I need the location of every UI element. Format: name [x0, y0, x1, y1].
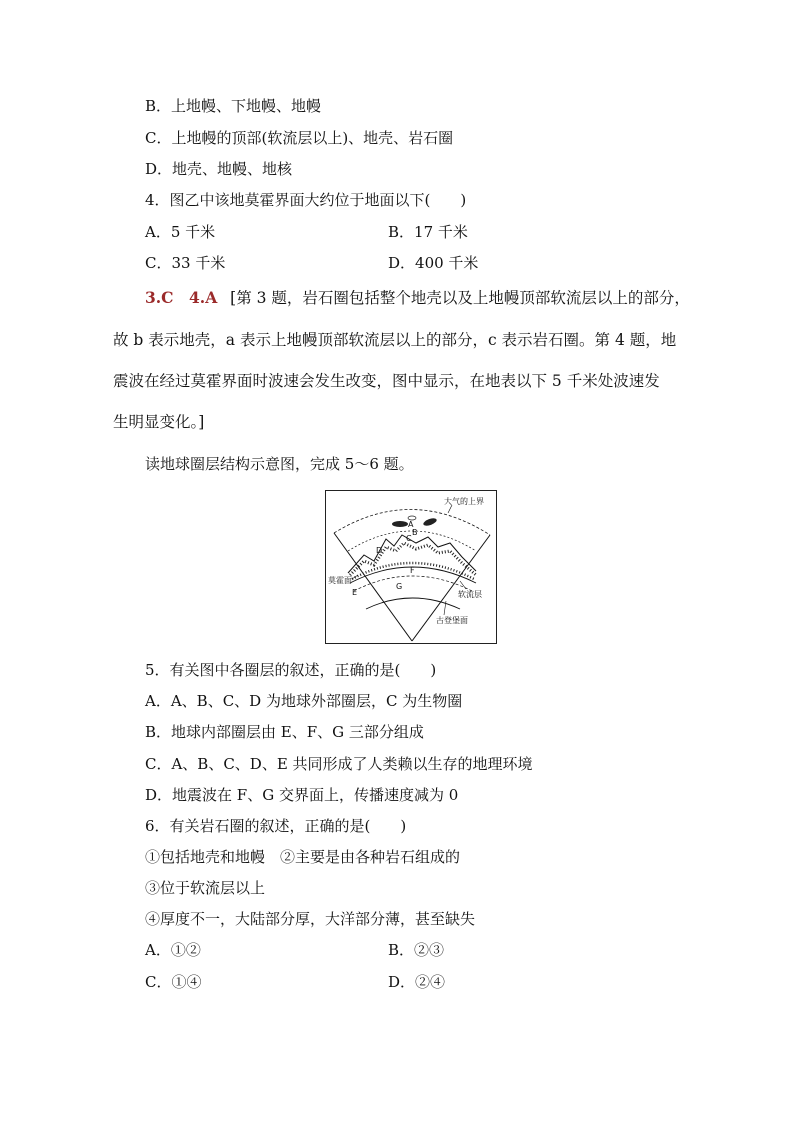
label-A: A	[408, 520, 414, 529]
leader-line	[448, 505, 452, 513]
answer-key: 3.C 4.A	[145, 288, 218, 307]
q4-option-a: A．5 千米	[145, 223, 216, 241]
label-D: D	[376, 546, 383, 555]
answer-block-1	[145, 288, 690, 308]
sector-right-edge	[412, 535, 490, 641]
q6-stem: 6．有关岩石圈的叙述，正确的是( )	[145, 817, 407, 835]
explanation-line-1: [第 3 题，岩石圈包括整个地壳以及上地幔顶部软流层以上的部分，	[230, 289, 690, 307]
q6-option-d: D．②④	[388, 973, 446, 991]
q6-option-c: C．①④	[145, 973, 202, 991]
earth-layers-figure	[325, 490, 497, 644]
intro-text: 读地球圈层结构示意图，完成 5～6 题。	[145, 455, 414, 473]
q6-option-a: A．①②	[145, 941, 201, 959]
q5-option-b: B．地球内部圈层由 E、F、G 三部分组成	[145, 723, 424, 741]
label-F: F	[410, 566, 415, 575]
label-E: E	[352, 588, 358, 597]
q6-statement-4: ④厚度不一，大陆部分厚，大洋部分薄，甚至缺失	[145, 910, 476, 928]
label-G: G	[396, 582, 403, 591]
q6-option-b: B．②③	[388, 941, 445, 959]
q4-option-b: B．17 千米	[388, 223, 468, 241]
q4-option-c: C．33 千米	[145, 254, 226, 272]
cloud-shape	[392, 521, 408, 527]
explanation-line-2: 故 b 表示地壳，a 表示上地幔顶部软流层以上的部分，c 表示岩石圈。第 4 题，地	[113, 331, 677, 349]
cloud-shape	[422, 517, 437, 527]
label-asthenosphere: 软流层	[458, 590, 482, 599]
label-gutenberg: 古登堡面	[436, 616, 468, 625]
leader-line	[352, 575, 358, 579]
q5-option-c: C．A、B、C、D、E 共同形成了人类赖以生存的地理环境	[145, 755, 533, 773]
q3-option-c: C．上地幔的顶部(软流层以上)、地壳、岩石圈	[145, 129, 454, 147]
explanation-line-4: 生明显变化。]	[113, 413, 205, 431]
label-B: B	[412, 528, 418, 537]
q5-option-a: A．A、B、C、D 为地球外部圈层，C 为生物圈	[145, 692, 463, 710]
q4-stem: 4．图乙中该地莫霍界面大约位于地面以下( )	[145, 191, 467, 209]
label-atmosphere-top: 大气的上界	[444, 497, 484, 506]
q5-option-d: D．地震波在 F、G 交界面上，传播速度减为 0	[145, 786, 459, 804]
q3-option-b: B．上地幔、下地幔、地幔	[145, 97, 322, 115]
q5-stem: 5．有关图中各圈层的叙述，正确的是( )	[145, 661, 437, 679]
q6-statement-3: ③位于软流层以上	[145, 879, 266, 897]
label-C: C	[406, 534, 412, 543]
explanation-line-3: 震波在经过莫霍界面时波速会发生改变，图中显示，在地表以下 5 千米处波速发	[113, 372, 660, 390]
earth-layers-diagram	[326, 491, 496, 643]
q4-option-d: D．400 千米	[388, 254, 479, 272]
leader-line	[460, 581, 466, 589]
label-moho: 莫霍面	[328, 576, 352, 585]
q6-statements-1-2: ①包括地壳和地幔 ②主要是由各种岩石组成的	[145, 848, 461, 866]
q3-option-d: D．地壳、地幔、地核	[145, 160, 293, 178]
